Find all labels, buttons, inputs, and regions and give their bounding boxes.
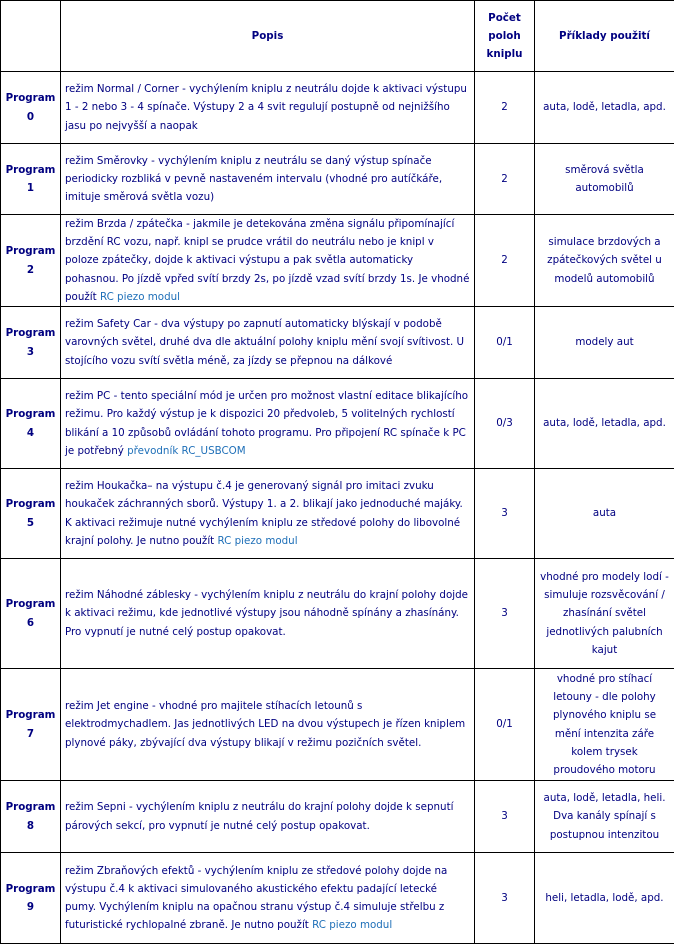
- description-text: režim Houkačka– na výstupu č.4 je generovaný signál pro imitaci zvuku houkaček záchranných sborů. Výstupy 1. a 2. blikají jako jednoduché majáky. K aktivaci režimuje nutné vychýlením kniplu ze středové polohy do libovolné krajní polohy. Je nutno použít: [65, 480, 463, 547]
- knob-positions: 2: [475, 215, 535, 307]
- program-number: 2: [5, 261, 56, 279]
- program-word: Program: [5, 495, 56, 513]
- knob-positions: 3: [475, 853, 535, 944]
- knob-positions: 0/1: [475, 307, 535, 379]
- program-number: 9: [5, 898, 56, 916]
- header-program: [1, 1, 61, 72]
- program-number: 8: [5, 817, 56, 835]
- program-label: [1, 669, 61, 781]
- program-word: Program: [5, 324, 56, 342]
- program-number: 3: [5, 343, 56, 361]
- usage-examples: heli, letadla, lodě, apd.: [535, 853, 674, 944]
- table-row: [1, 559, 674, 669]
- description-text: režim Brzda / zpátečka - jakmile je detekována změna signálu připomínající brzdění RC vozu, např. knipl se prudce vrátil do neutrálu nebo je knipl v poloze zpátečky, dojde k aktivaci výstupu a pak světla automaticky pohasnou. Po jízdě vpřed svítí brzdy 2s, po jízdě vzad svítí brzdy 1s. Je vhodné použít: [65, 218, 469, 303]
- description-text: režim Sepni - vychýlením kniplu z neutrálu do krajní polohy dojde k sepnutí párových sekcí, pro vypnutí je nutné celý postup opakovat.: [65, 801, 453, 831]
- description-text: režim Zbraňových efektů - vychýlením kniplu ze středové polohy dojde na výstupu č.4 k aktivaci simulovaného akustického efektu padající letecké pumy. Vychýlením kniplu na opačnou stranu výstup č.4 simuluje střelbu z futuristické rychlopalné zbraně. Je nutno použít: [65, 865, 447, 932]
- program-number: 6: [5, 614, 56, 632]
- table-row: [1, 853, 674, 944]
- usage-examples: vhodné pro modely lodí - simuluje rozsvěcování / zhasínání světel jednotlivých palubních kajut: [535, 559, 674, 669]
- program-word: Program: [5, 595, 56, 613]
- header-examples: Příklady použití: [535, 1, 674, 72]
- knob-positions: 0/3: [475, 379, 535, 469]
- knob-positions: 3: [475, 559, 535, 669]
- program-description: [61, 559, 475, 669]
- program-description: [61, 72, 475, 144]
- program-label: [1, 559, 61, 669]
- knob-positions: 3: [475, 781, 535, 853]
- table-row: [1, 469, 674, 559]
- header-description: Popis: [61, 1, 475, 72]
- program-word: Program: [5, 242, 56, 260]
- description-text: režim Směrovky - vychýlením kniplu z neutrálu se daný výstup spínače periodicky rozbliká v pevně nastaveném intervalu (vhodné pro autíčkáře, imituje směrová světla vozu): [65, 155, 442, 203]
- knob-positions: 2: [475, 144, 535, 215]
- usage-examples: auta, lodě, letadla, apd.: [535, 379, 674, 469]
- knob-positions: 3: [475, 469, 535, 559]
- program-label: [1, 72, 61, 144]
- header-row: [1, 1, 674, 72]
- table-row: [1, 144, 674, 215]
- usage-examples: modely aut: [535, 307, 674, 379]
- usage-examples: vhodné pro stíhací letouny - dle polohy plynového kniplu se mění intenzita záře kolem trysek proudového motoru: [535, 669, 674, 781]
- program-word: Program: [5, 880, 56, 898]
- program-label: [1, 469, 61, 559]
- usage-examples: simulace brzdových a zpátečkových světel u modelů automobilů: [535, 215, 674, 307]
- knob-positions: 0/1: [475, 669, 535, 781]
- description-text: režim Normal / Corner - vychýlením kniplu z neutrálu dojde k aktivaci výstupu 1 - 2 nebo 3 - 4 spínače. Výstupy 2 a 4 svit regulují postupně od nejnižšího jasu po nejvyšší a naopak: [65, 83, 467, 131]
- program-description: [61, 307, 475, 379]
- program-description: [61, 469, 475, 559]
- program-label: [1, 853, 61, 944]
- program-label: [1, 781, 61, 853]
- program-number: 5: [5, 514, 56, 532]
- program-description: [61, 669, 475, 781]
- program-description: [61, 144, 475, 215]
- table-row: [1, 307, 674, 379]
- usage-examples: auta: [535, 469, 674, 559]
- program-word: Program: [5, 405, 56, 423]
- usage-examples: auta, lodě, letadla, apd.: [535, 72, 674, 144]
- rc-usbcom-converter-link[interactable]: převodník RC_USBCOM: [127, 445, 246, 457]
- program-description: [61, 781, 475, 853]
- program-label: [1, 215, 61, 307]
- header-count: Počet poloh kniplu: [475, 1, 535, 72]
- program-number: 7: [5, 725, 56, 743]
- description-text: režim PC - tento speciální mód je určen pro možnost vlastní editace blikajícího režimu. Pro každý výstup je k dispozici 20 předvoleb, 5 volitelných rychlostí blikání a 10 způsobů ovládání tohoto programu. Pro připojení RC spínače k PC je potřebný: [65, 390, 468, 457]
- program-word: Program: [5, 89, 56, 107]
- program-word: Program: [5, 798, 56, 816]
- table-row: [1, 215, 674, 307]
- rc-piezo-module-link[interactable]: RC piezo modul: [312, 919, 392, 931]
- table-row: [1, 781, 674, 853]
- program-word: Program: [5, 706, 56, 724]
- program-label: [1, 307, 61, 379]
- knob-positions: 2: [475, 72, 535, 144]
- program-number: 1: [5, 179, 56, 197]
- table-row: [1, 72, 674, 144]
- program-description: [61, 853, 475, 944]
- program-description: [61, 379, 475, 469]
- rc-piezo-module-link[interactable]: RC piezo modul: [100, 291, 180, 303]
- program-label: [1, 144, 61, 215]
- usage-examples: směrová světla automobilů: [535, 144, 674, 215]
- usage-examples: auta, lodě, letadla, heli. Dva kanály spínají s postupnou intenzitou: [535, 781, 674, 853]
- description-text: režim Jet engine - vhodné pro majitele stíhacích letounů s elektrodmychadlem. Jas jednotlivých LED na dvou výstupech je řízen kniplem plynové páky, zbývající dva výstupy blikají v režimu pozičních světel.: [65, 700, 465, 748]
- program-label: [1, 379, 61, 469]
- table-row: [1, 669, 674, 781]
- program-number: 0: [5, 108, 56, 126]
- program-number: 4: [5, 424, 56, 442]
- program-description: [61, 215, 475, 307]
- program-word: Program: [5, 161, 56, 179]
- description-text: režim Náhodné záblesky - vychýlením kniplu z neutrálu do krajní polohy dojde k aktivaci režimu, kde jednotlivé výstupy jsou náhodně spínány a zhasínány. Pro vypnutí je nutné celý postup opakovat.: [65, 589, 468, 637]
- table-row: [1, 379, 674, 469]
- description-text: režim Safety Car - dva výstupy po zapnutí automaticky blýskají v podobě varovných světel, druhé dva dle aktuální polohy kniplu mění svojí svítivost. U stojícího vozu svítí světla méně, za jízdy se přepnou na dálkové: [65, 318, 464, 366]
- rc-piezo-module-link[interactable]: RC piezo modul: [218, 535, 298, 547]
